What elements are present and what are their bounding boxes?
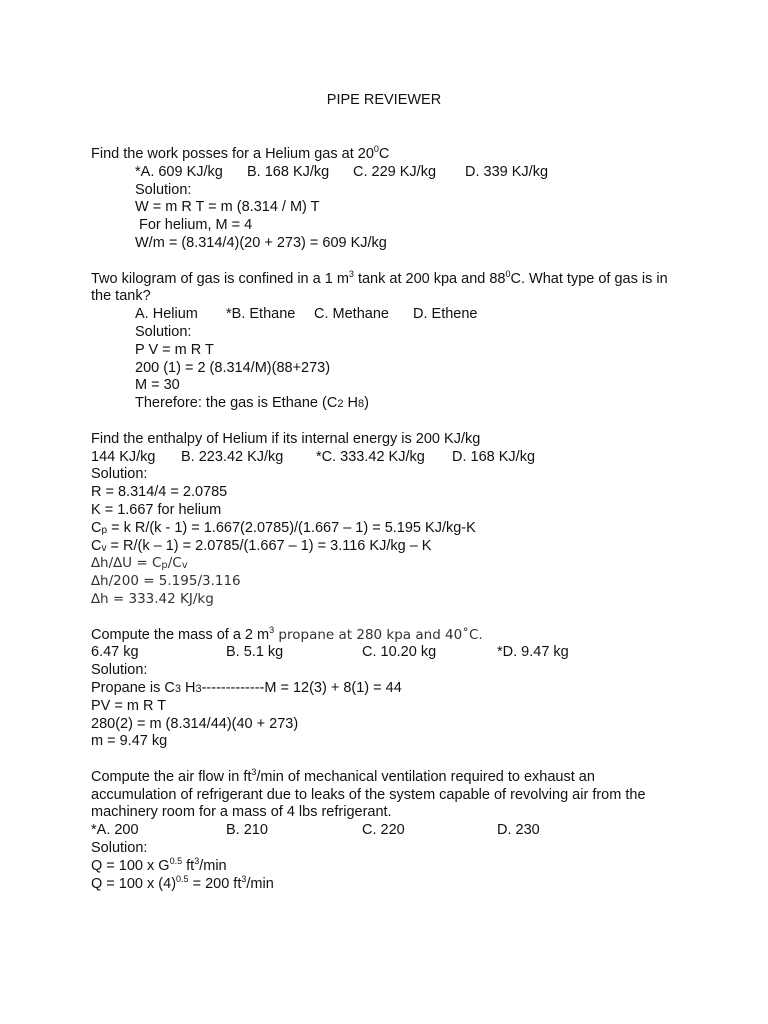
solution-line: M = 30 xyxy=(135,377,180,394)
solution-line: 200 (1) = 2 (8.314/M)(88+273) xyxy=(135,359,331,376)
question-5-text: /min of mechanical ventilation required to exhaust an accumulation of refrigerant due to leaks of the system capable of revolving air from the machinery room for a mass of 4 lbs refrigerant. xyxy=(91,768,646,821)
option-c: C. 220 xyxy=(362,822,405,839)
subscript: 3 xyxy=(195,682,202,695)
option-b: B. 223.42 KJ/kg xyxy=(181,448,284,465)
option-b: *B. Ethane xyxy=(226,306,296,323)
question-2-text: Two kilogram of gas is confined in a 1 m xyxy=(91,270,349,287)
conclusion-text: ) xyxy=(364,395,369,412)
question-5-options xyxy=(91,822,691,840)
subscript: v xyxy=(101,542,107,554)
formula-text: ∆h/∆U = C xyxy=(91,555,162,572)
option-b: B. 5.1 kg xyxy=(226,644,284,661)
page-title: PIPE REVIEWER xyxy=(326,92,442,108)
formula-text: = 200 ft xyxy=(188,875,242,892)
question-4-options xyxy=(91,644,691,662)
formula-text: H xyxy=(180,679,196,696)
option-a: 144 KJ/kg xyxy=(91,448,156,465)
solution-line xyxy=(91,680,691,698)
solution-line: P V = m R T xyxy=(135,341,214,358)
solution-line xyxy=(91,538,691,556)
solution-line xyxy=(91,520,691,538)
formula-text: /C xyxy=(167,555,182,572)
question-1-text: Find the work posses for a Helium gas at 20 xyxy=(91,146,374,162)
solution-line xyxy=(91,873,691,894)
subscript: 3 xyxy=(174,682,181,695)
option-c: *C. 333.42 KJ/kg xyxy=(316,448,425,465)
superscript: 3 xyxy=(194,855,200,866)
question-2-text: C. What type of gas is in the tank? xyxy=(91,270,668,305)
superscript: 3 xyxy=(241,873,247,884)
superscript: 3 xyxy=(251,766,257,777)
solution-line: W/m = (8.314/4)(20 + 273) = 609 KJ/kg xyxy=(135,234,387,251)
formula-text: = k R/(k - 1) = 1.667(2.0785)/(1.667 – 1) = 5.195 KJ/kg-K xyxy=(107,519,476,536)
question-3: Find the enthalpy of Helium if its internal energy is 200 KJ/kg xyxy=(91,430,481,447)
solution-label: Solution: xyxy=(91,466,148,483)
option-b: B. 168 KJ/kg xyxy=(247,163,330,180)
solution-line: m = 9.47 kg xyxy=(91,733,168,750)
document-body xyxy=(91,146,691,893)
subscript: v xyxy=(181,560,188,572)
option-d: D. Ethene xyxy=(413,306,478,323)
option-d: D. 339 KJ/kg xyxy=(465,163,549,180)
solution-line: For helium, M = 4 xyxy=(139,217,253,234)
question-4-text: propane at 280 kpa and 40˚C. xyxy=(274,626,483,643)
formula-text: /min xyxy=(246,875,274,892)
superscript: 0 xyxy=(373,144,379,154)
formula-text: Q = 100 x G xyxy=(91,857,170,874)
superscript: 3 xyxy=(348,268,354,279)
formula-text: /min xyxy=(199,857,227,874)
option-b: B. 210 xyxy=(226,822,268,839)
subscript: 8 xyxy=(357,398,365,411)
question-1-unit: C xyxy=(378,146,390,162)
formula-text: -------------M = 12(3) + 8(1) = 44 xyxy=(201,679,402,696)
solution-label: Solution: xyxy=(135,181,192,198)
solution-line: K = 1.667 for helium xyxy=(91,501,222,518)
solution-line: PV = m R T xyxy=(91,697,167,714)
option-d: D. 168 KJ/kg xyxy=(452,448,536,465)
question-1-options xyxy=(91,164,691,182)
solution-conclusion xyxy=(91,395,691,413)
solution-line: ∆h/200 = 5.195/3.116 xyxy=(91,573,241,590)
question-4 xyxy=(91,624,691,645)
formula-text: Q = 100 x (4) xyxy=(91,875,177,892)
solution-line xyxy=(91,555,691,573)
question-5-text: Compute the air flow in ft xyxy=(91,768,252,785)
question-2-text: tank at 200 kpa and 88 xyxy=(353,270,506,287)
question-1 xyxy=(91,146,691,164)
superscript: 0 xyxy=(505,268,511,279)
formula-text: ft xyxy=(182,857,195,874)
solution-line: ∆h = 333.42 KJ/kg xyxy=(91,590,214,607)
superscript: 3 xyxy=(269,624,275,635)
subscript: 2 xyxy=(337,398,344,411)
option-c: C. 229 KJ/kg xyxy=(353,163,437,180)
option-a: *A. 200 xyxy=(91,822,139,839)
solution-label: Solution: xyxy=(91,662,148,679)
question-2-options xyxy=(91,306,691,324)
solution-label: Solution: xyxy=(91,840,148,857)
option-c: C. 10.20 kg xyxy=(362,644,437,661)
subscript: p xyxy=(101,524,108,536)
superscript: 0.5 xyxy=(176,873,189,884)
option-d: D. 230 xyxy=(497,822,540,839)
formula-text: C xyxy=(91,519,102,536)
solution-line: W = m R T = m (8.314 / M) T xyxy=(135,199,320,216)
question-5 xyxy=(91,766,676,822)
conclusion-text: H xyxy=(343,395,358,412)
option-a: *A. 609 KJ/kg xyxy=(135,163,223,180)
question-2 xyxy=(91,268,669,307)
formula-text: Propane is C xyxy=(91,679,175,696)
option-a: A. Helium xyxy=(135,306,198,323)
question-3-options xyxy=(91,449,691,467)
formula-text: = R/(k – 1) = 2.0785/(1.667 – 1) = 3.116 KJ/kg – K xyxy=(106,537,432,554)
formula-text: C xyxy=(91,537,102,554)
solution-line: R = 8.314/4 = 2.0785 xyxy=(91,484,228,501)
conclusion-text: Therefore: the gas is Ethane (C xyxy=(135,395,338,412)
solution-label: Solution: xyxy=(135,323,192,340)
option-d: *D. 9.47 kg xyxy=(497,644,569,661)
question-4-text: Compute the mass of a 2 m xyxy=(91,626,270,643)
subscript: p xyxy=(161,560,168,572)
option-a: 6.47 kg xyxy=(91,644,139,661)
solution-line: 280(2) = m (8.314/44)(40 + 273) xyxy=(91,715,299,732)
option-c: C. Methane xyxy=(314,306,389,323)
superscript: 0.5 xyxy=(169,855,183,866)
